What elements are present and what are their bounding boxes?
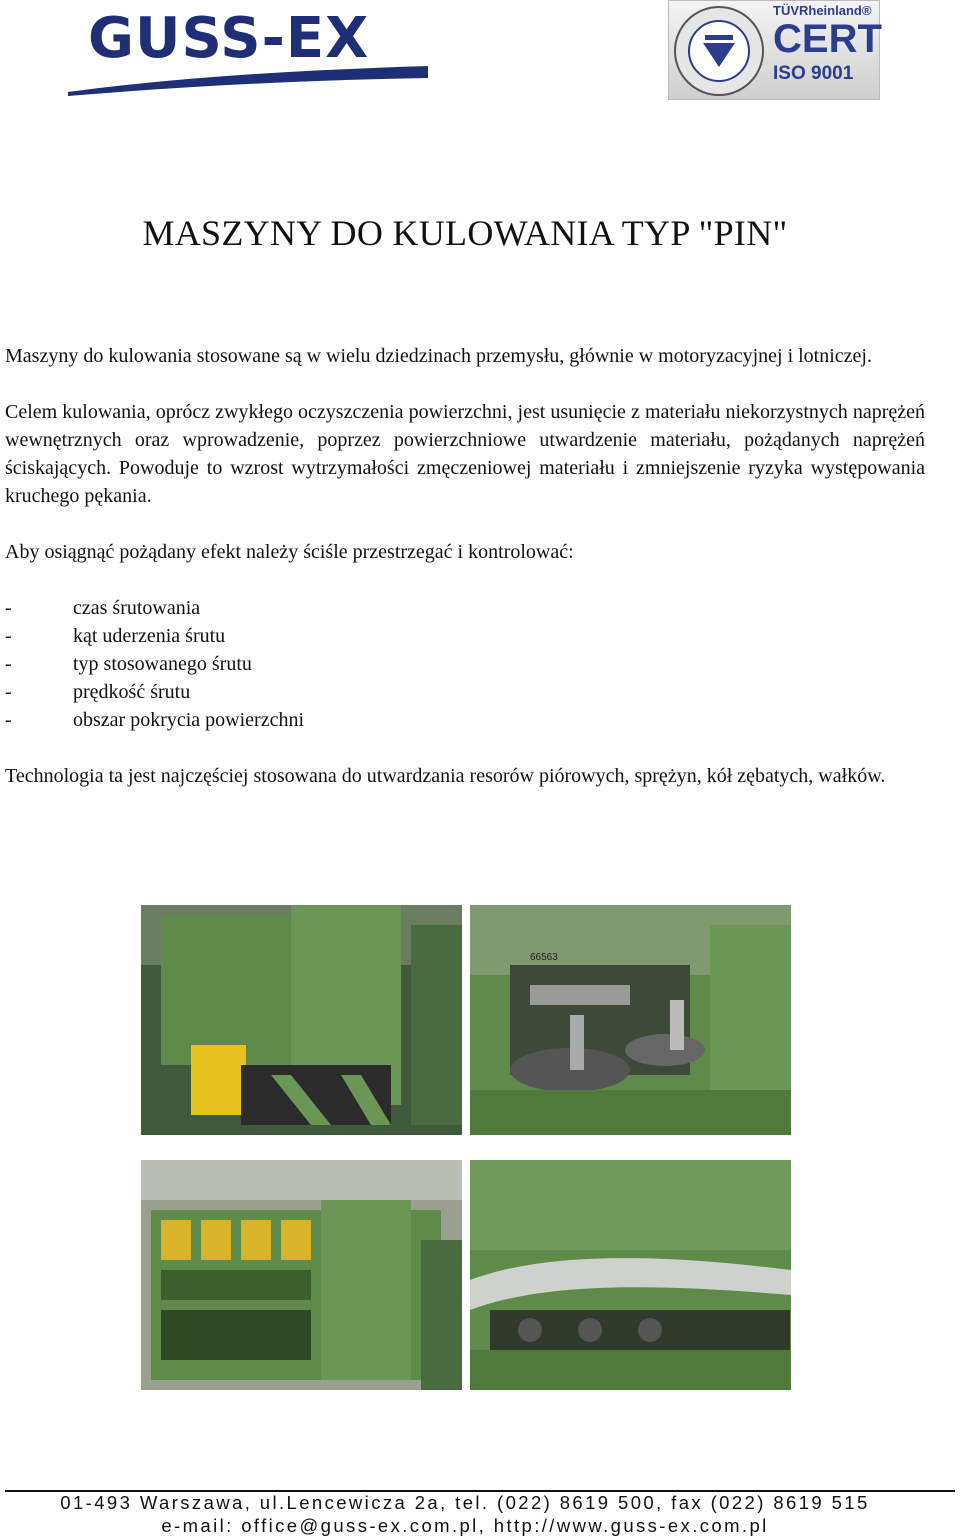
page-title: MASZYNY DO KULOWANIA TYP "PIN" — [142, 213, 788, 253]
purpose-paragraph: Celem kulowania, oprócz zwykłego oczyszczenia powierzchni, jest usunięcie z materiału niekorzystnych naprężeń wewnętrznych oraz wprowadzenie, poprzez powierzchniowe utwardzenie materiału, pożądanych naprężeń ściskających. Powoduje to wzrost wytrzymałości zmęczeniowej materiału i zmniejszenie ryzyka występowania kruchego pękania. — [5, 401, 925, 507]
list-item: - obszar pokrycia powierzchni — [5, 706, 925, 734]
list-item: - czas śrutowania — [5, 594, 925, 622]
application-paragraph: Technologia ta jest najczęściej stosowana do utwardzania resorów piórowych, sprężyn, kół zębatych, wałków. — [5, 765, 886, 787]
logo-text: GUSS-EX — [88, 6, 370, 71]
list-marker: - — [5, 681, 12, 703]
machine-photo-4 — [470, 1160, 791, 1390]
footer — [0, 1491, 930, 1537]
machine-label: 66563 — [530, 952, 558, 963]
cert-standard: ISO 9001 — [773, 63, 854, 84]
list-marker: - — [5, 597, 12, 619]
list-item: - typ stosowanego śrutu — [5, 650, 925, 678]
list-item: - kąt uderzenia śrutu — [5, 622, 925, 650]
list-item: - prędkość śrutu — [5, 678, 925, 706]
list-marker: - — [5, 625, 12, 647]
footer-contact: e-mail: office@guss-ex.com.pl, http://www.guss-ex.com.pl — [161, 1515, 769, 1536]
photo-gallery — [141, 905, 791, 1391]
intro-paragraph: Maszyny do kulowania stosowane są w wielu dziedzinach przemysłu, głównie w motoryzacyjnej i lotniczej. — [5, 345, 872, 367]
list-marker: - — [5, 709, 12, 731]
control-paragraph: Aby osiągnąć pożądany efekt należy ściśle przestrzegać i kontrolować: — [5, 541, 574, 563]
cert-main-text: CERT — [773, 17, 882, 61]
list-marker: - — [5, 653, 12, 675]
machine-photo-3 — [141, 1160, 462, 1390]
main-content — [5, 342, 925, 818]
machine-photo-1 — [141, 905, 462, 1135]
tuv-certificate-badge — [668, 0, 880, 100]
cert-brand: TÜVRheinland® — [773, 3, 872, 18]
footer-address: 01-493 Warszawa, ul.Lencewicza 2a, tel. (022) 8619 500, fax (022) 8619 515 — [60, 1492, 870, 1513]
machine-photo-2 — [470, 905, 791, 1135]
logo-swoosh — [68, 56, 428, 96]
tuv-seal-icon — [673, 5, 765, 97]
parameter-list — [5, 594, 925, 734]
company-logo — [68, 4, 428, 94]
